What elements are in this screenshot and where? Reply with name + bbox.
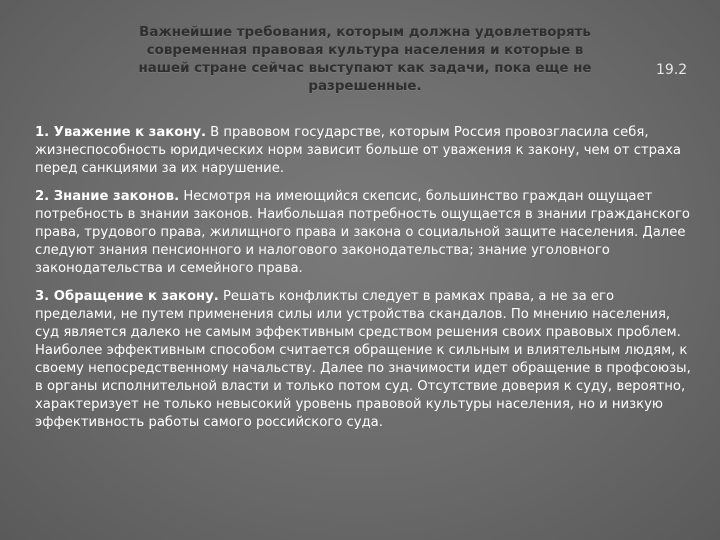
paragraph-knowledge-of-laws [35,188,695,278]
paragraph-respect-for-law [35,124,695,178]
slide-content [35,124,695,442]
paragraph-text: Несмотря на имеющийся скепсис, большинство граждан ощущает потребность в знании законов. Наибольшая потребность ощущается в знании гражданского права, трудового права, жилищного права и закона о социальной защите населения. Далее следуют знания пенсионного и налогового законодательства; знание уголовного законодательства и семейного права. [35,189,690,276]
paragraph-heading: 1. Уважение к закону. [35,125,206,140]
paragraph-heading: 3. Обращение к закону. [35,289,219,304]
paragraph-text: Решать конфликты следует в рамках права, а не за его пределами, не путем применения силы или устройства скандалов. По мнению населения, суд является далеко не самым эффективным средством решения своих правовых проблем. Наиболее эффективным способом считается обращение к сильным и влиятельным людям, к своему непосредственному начальству. Далее по значимости идет обращение в профсоюзы, в органы исполнительной власти и только потом суд. Отсутствие доверия к суду, вероятно, характеризует не только невысокий уровень правовой культуры населения, но и низкую эффективность работы самого российского суда. [35,289,691,430]
paragraph-text: В правовом государстве, которым Россия провозгласила себя, жизнеспособность юридических норм зависит больше от уважения к закону, чем от страха перед санкциями за их нарушение. [35,125,681,176]
paragraph-appeal-to-law [35,288,695,432]
paragraph-heading: 2. Знание законов. [35,189,180,204]
slide-title: Важнейшие требования, которым должна удовлетворять современная правовая культура населения и которые в нашей стране сейчас выступают как задачи, пока еще не разрешенные. [138,25,592,94]
slide-number: 19.2 [656,62,688,78]
